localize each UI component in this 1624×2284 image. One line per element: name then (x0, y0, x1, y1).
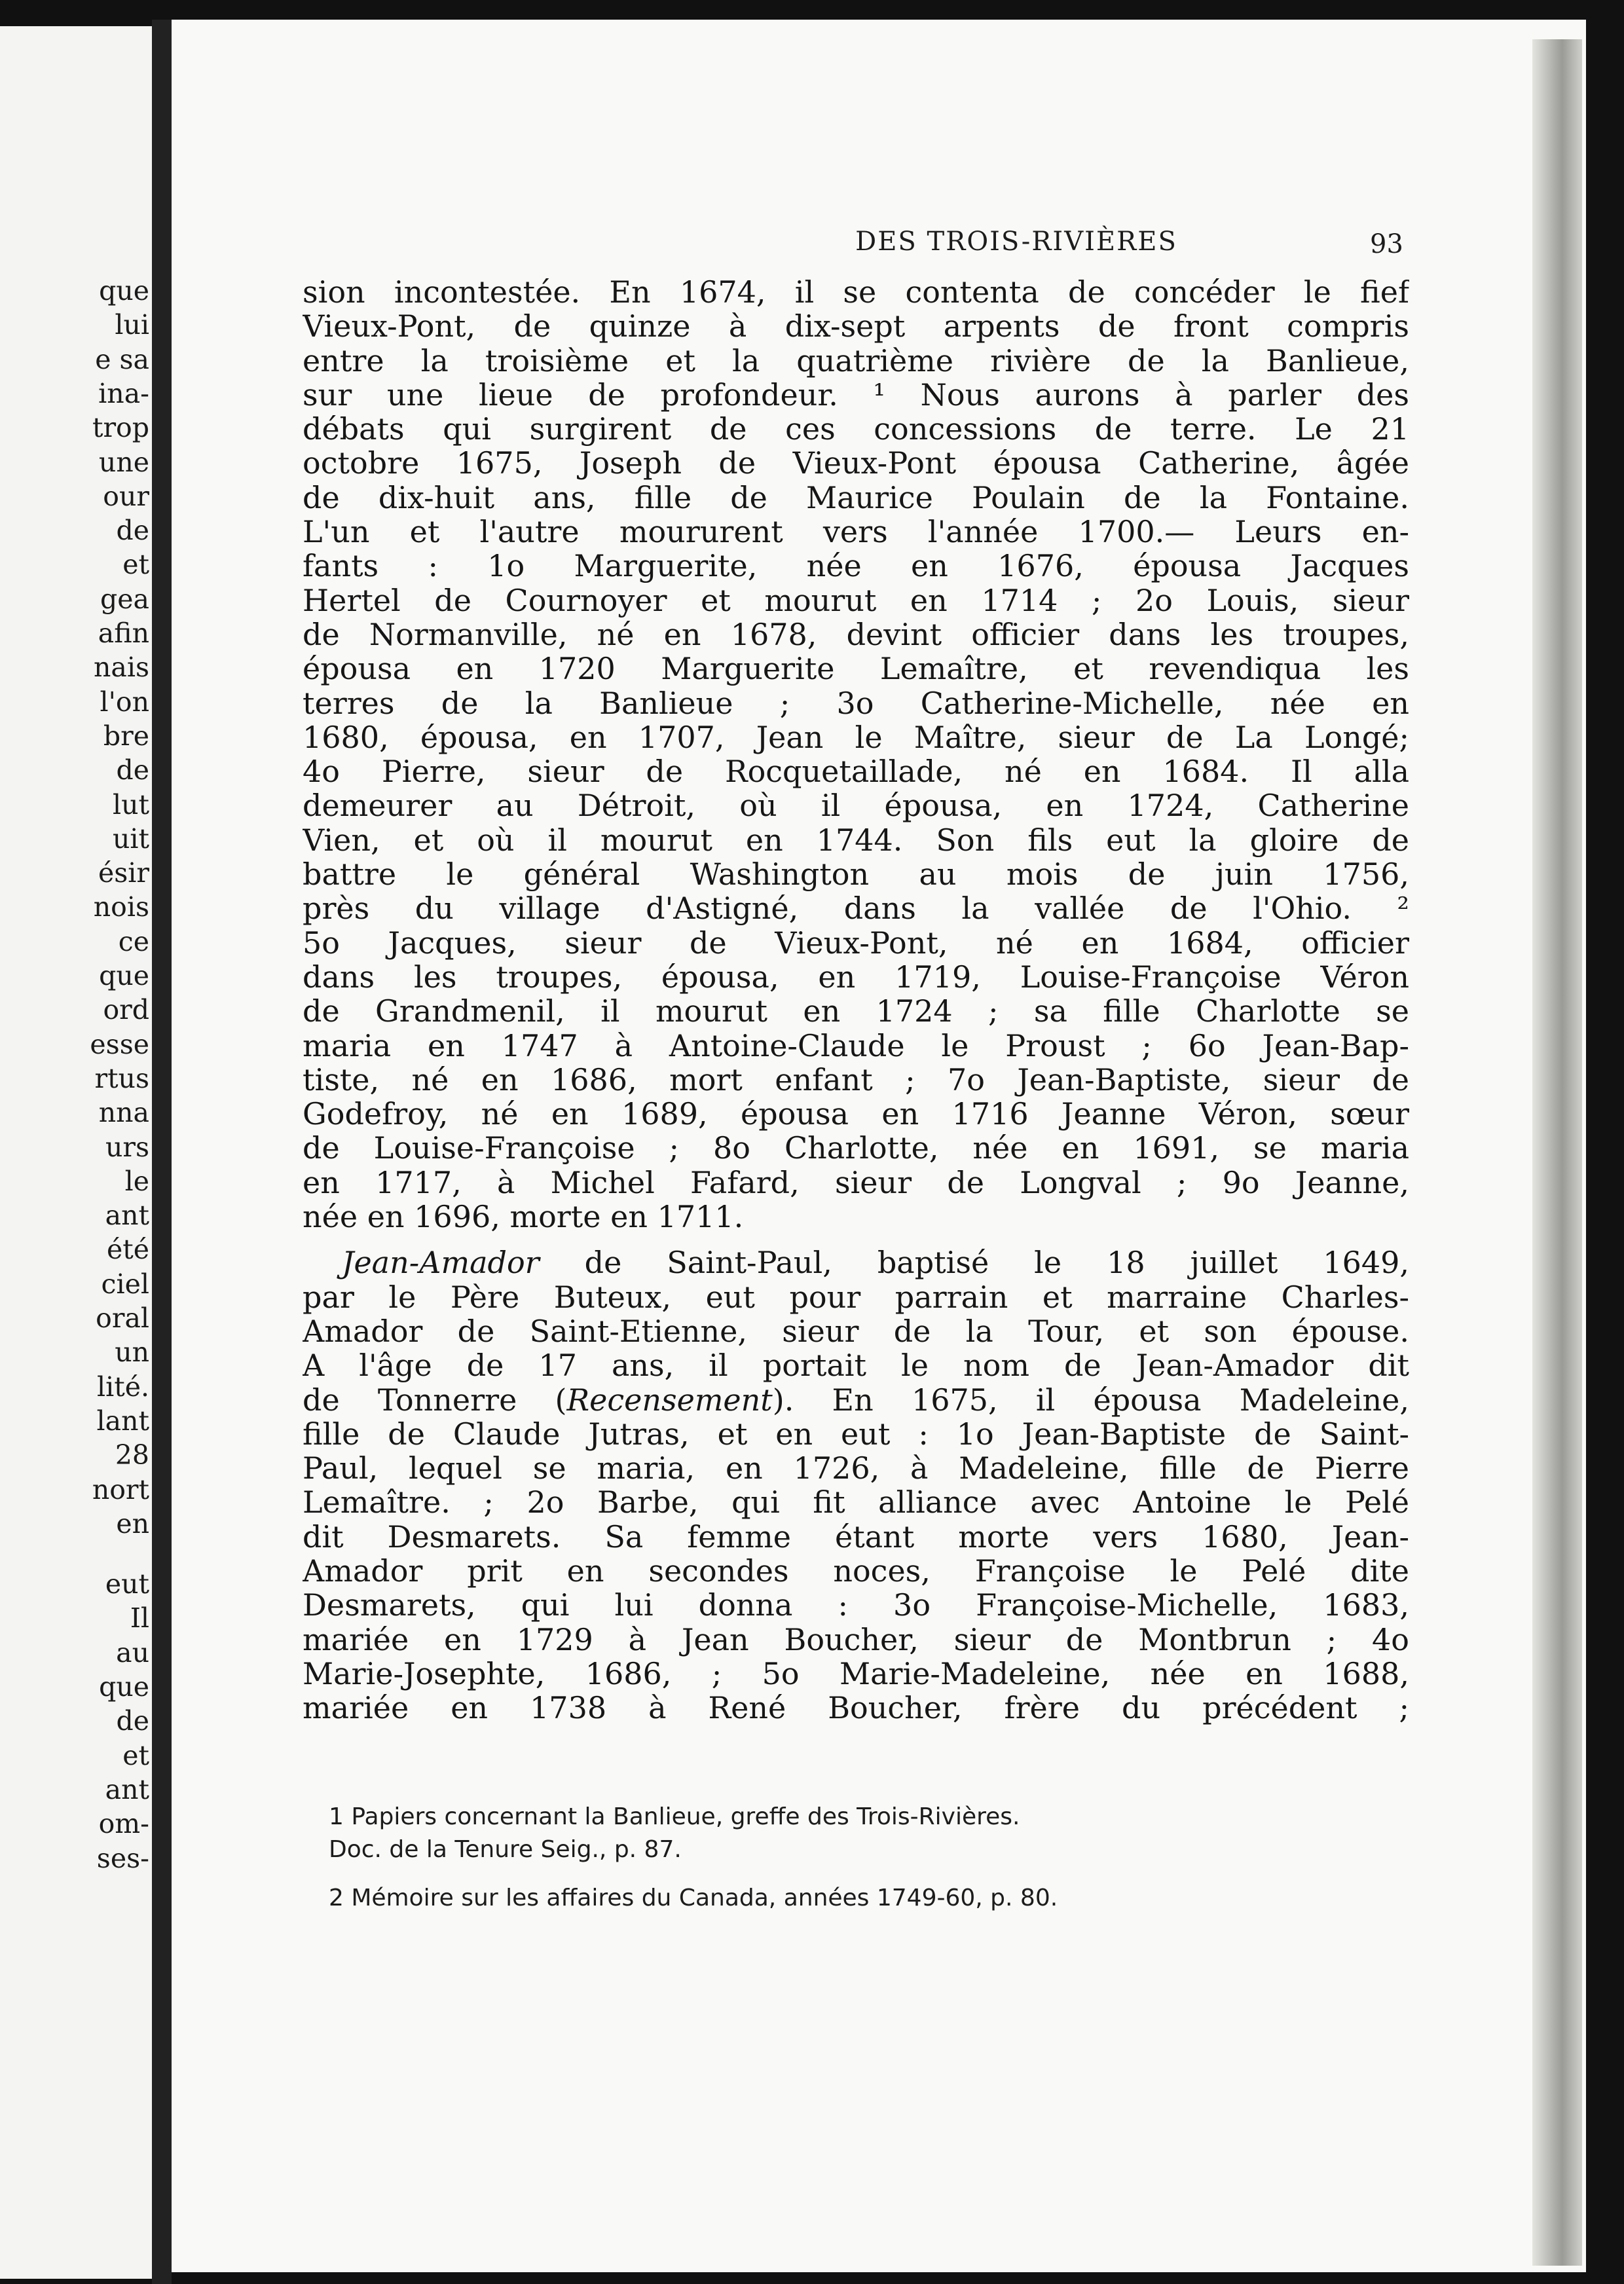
footnotes (329, 1801, 1376, 1915)
text-line: 4o Pierre, sieur de Rocquetaillade, né en 1684. Il alla (303, 754, 1409, 789)
left-page-word-fragment: esse (90, 1028, 149, 1060)
left-page-word-fragment: le (124, 1165, 149, 1197)
text-line: Paul, lequel se maria, en 1726, à Madeleine, fille de Pierre (303, 1451, 1409, 1486)
footnote-1-continuation: Doc. de la Tenure Seig., p. 87. (329, 1836, 682, 1863)
italic-source: Recensement (566, 1382, 773, 1417)
left-page-word-fragment: et (122, 1739, 149, 1771)
text-line: Vieux-Pont, de quinze à dix-sept arpents de front compris (303, 309, 1409, 344)
text-line: demeurer au Détroit, où il épousa, en 1724, Catherine (303, 788, 1409, 823)
left-page-word-fragment: que (99, 275, 149, 306)
left-page-word-fragment: e sa (95, 343, 149, 375)
left-page-word-fragment: un (115, 1336, 149, 1369)
left-page-word-fragment: 28 (115, 1439, 149, 1471)
left-page-word-fragment: l'on (100, 686, 149, 718)
left-page-word-fragment: bre (103, 720, 149, 752)
book-page (172, 20, 1586, 2272)
left-page-word-fragment: gea (100, 583, 149, 615)
left-page-word-fragment: ord (103, 994, 149, 1026)
book-gutter (152, 20, 172, 2284)
left-page-word-fragment: nais (93, 652, 149, 684)
text-line: tiste, né en 1686, mort enfant ; 7o Jean-Baptiste, sieur de (303, 1062, 1409, 1097)
left-page-word-fragment: de (116, 754, 149, 786)
text-line: fille de Claude Jutras, et en eut : 1o Jean-Baptiste de Saint- (303, 1416, 1409, 1452)
left-page-word-fragment: ant (105, 1773, 149, 1805)
text-line: née en 1696, morte en 1711. (303, 1200, 744, 1234)
left-page-word-fragment: nois (93, 891, 149, 923)
body-text (303, 275, 1409, 1725)
left-page-word-fragment: ciel (101, 1268, 149, 1300)
text-line: dans les troupes, épousa, en 1719, Louise-Françoise Véron (303, 959, 1409, 995)
text-line: de Normanville, né en 1678, devint officier dans les troupes, (303, 617, 1409, 652)
left-page-word-fragment: uit (113, 822, 149, 855)
left-page-word-fragment: ésir (98, 857, 149, 889)
left-page-word-fragment: de (116, 515, 149, 547)
text-line: débats qui surgirent de ces concessions de terre. Le 21 (303, 412, 1409, 447)
left-page-word-fragment: nort (92, 1473, 149, 1505)
left-page-word-fragment: afin (98, 617, 149, 649)
text-line: fants : 1o Marguerite, née en 1676, épousa Jacques (303, 549, 1409, 583)
page-number: 93 (1370, 229, 1403, 259)
text-line: de Grandmenil, il mourut en 1724 ; sa fille Charlotte se (303, 994, 1409, 1029)
text-line: battre le général Washington au mois de juin 1756, (303, 857, 1409, 892)
left-page-word-fragment: nna (98, 1097, 149, 1129)
left-page-word-fragment: Il (130, 1602, 149, 1634)
text-line-mixed (303, 1383, 1409, 1417)
paragraph-start (303, 1245, 1409, 1280)
text-span: de Saint-Paul, baptisé le 18 juillet 1649, (584, 1245, 1409, 1280)
left-page-word-fragment: au (116, 1636, 149, 1668)
footnote-1: 1 Papiers concernant la Banlieue, greffe des Trois-Rivières. (329, 1803, 1020, 1830)
text-line: épousa en 1720 Marguerite Lemaître, et revendiqua les (303, 652, 1409, 686)
left-page-word-fragment: que (99, 960, 149, 991)
left-page-word-fragment: om- (98, 1808, 149, 1840)
text-line: près du village d'Astigné, dans la vallée de l'Ohio. ² (303, 891, 1409, 926)
left-page-word-fragment: ina- (98, 377, 149, 409)
text-line: Godefroy, né en 1689, épousa en 1716 Jeanne Véron, sœur (303, 1097, 1409, 1132)
text-line: Hertel de Cournoyer et mourut en 1714 ; 2o Louis, sieur (303, 583, 1409, 617)
left-page-word-fragment: en (116, 1507, 149, 1539)
text-line: terres de la Banlieue ; 3o Catherine-Michelle, née en (303, 686, 1409, 720)
italic-name: Jean-Amador (342, 1245, 540, 1280)
left-page-word-fragment: our (103, 480, 149, 512)
left-page-word-fragment: été (106, 1234, 149, 1266)
left-page-word-fragment: et (122, 549, 149, 581)
left-page-word-fragment: ses- (96, 1842, 149, 1874)
left-page-word-fragment: eut (105, 1568, 149, 1600)
left-page-word-fragment: lité. (97, 1371, 149, 1403)
left-page-word-fragment: urs (105, 1131, 149, 1163)
left-page-word-fragment: ant (105, 1200, 149, 1232)
text-line: 1680, épousa, en 1707, Jean le Maître, sieur de La Longé; (303, 720, 1409, 755)
text-line: L'un et l'autre moururent vers l'année 1700.— Leurs en- (303, 515, 1409, 549)
left-page-fragment (0, 26, 152, 2279)
left-page-word-fragment: rtus (94, 1062, 149, 1094)
text-line: Amador de Saint-Etienne, sieur de la Tour, et son épouse. (303, 1314, 1409, 1349)
left-page-word-fragment: lant (96, 1405, 149, 1437)
text-line: mariée en 1729 à Jean Boucher, sieur de Montbrun ; 4o (303, 1622, 1409, 1657)
text-line: dit Desmarets. Sa femme étant morte vers 1680, Jean- (303, 1519, 1409, 1554)
text-line: entre la troisième et la quatrième rivière de la Banlieue, (303, 343, 1409, 378)
left-page-word-fragment: oral (96, 1302, 149, 1334)
page-stack-edge (1532, 39, 1582, 2266)
text-line: Lemaître. ; 2o Barbe, qui fit alliance avec Antoine le Pelé (303, 1485, 1409, 1520)
text-line: de Louise-Françoise ; 8o Charlotte, née en 1691, se maria (303, 1131, 1409, 1166)
left-page-word-fragment: que (99, 1671, 149, 1703)
left-page-word-fragment: de (116, 1705, 149, 1737)
running-header: DES TROIS-RIVIÈRES (855, 227, 1177, 257)
text-line: sur une lieue de profondeur. ¹ Nous aurons à parler des (303, 377, 1409, 413)
text-line: 5o Jacques, sieur de Vieux-Pont, né en 1684, officier (303, 925, 1409, 960)
footnote-2: 2 Mémoire sur les affaires du Canada, années 1749-60, p. 80. (329, 1885, 1058, 1911)
text-line: de dix-huit ans, fille de Maurice Poulain de la Fontaine. (303, 480, 1409, 515)
text-line: octobre 1675, Joseph de Vieux-Pont épousa Catherine, âgée (303, 446, 1409, 481)
text-line: en 1717, à Michel Fafard, sieur de Longval ; 9o Jeanne, (303, 1165, 1409, 1200)
left-page-word-fragment: lut (113, 788, 149, 820)
text-line: Marie-Josephte, 1686, ; 5o Marie-Madeleine, née en 1688, (303, 1656, 1409, 1691)
text-span: de Tonnerre ( (303, 1382, 567, 1417)
text-line: Vien, et où il mourut en 1744. Son fils eut la gloire de (303, 822, 1409, 858)
text-line: maria en 1747 à Antoine-Claude le Proust ; 6o Jean-Bap- (303, 1028, 1409, 1063)
text-line: A l'âge de 17 ans, il portait le nom de Jean-Amador dit (303, 1348, 1409, 1383)
text-line: sion incontestée. En 1674, il se contenta de concéder le fief (303, 275, 1409, 310)
text-span: ). En 1675, il épousa Madeleine, (772, 1382, 1409, 1417)
text-line: Amador prit en secondes noces, Françoise le Pelé dite (303, 1553, 1409, 1589)
left-page-word-fragment: ce (118, 925, 149, 957)
left-page-word-fragment: lui (115, 309, 149, 341)
text-line: par le Père Buteux, eut pour parrain et marraine Charles- (303, 1280, 1409, 1314)
text-line: mariée en 1738 à René Boucher, frère du précédent ; (303, 1691, 1409, 1725)
left-page-word-fragment: trop (92, 412, 149, 444)
text-line: Desmarets, qui lui donna : 3o Françoise-Michelle, 1683, (303, 1588, 1409, 1623)
left-page-word-fragment: une (98, 446, 149, 478)
